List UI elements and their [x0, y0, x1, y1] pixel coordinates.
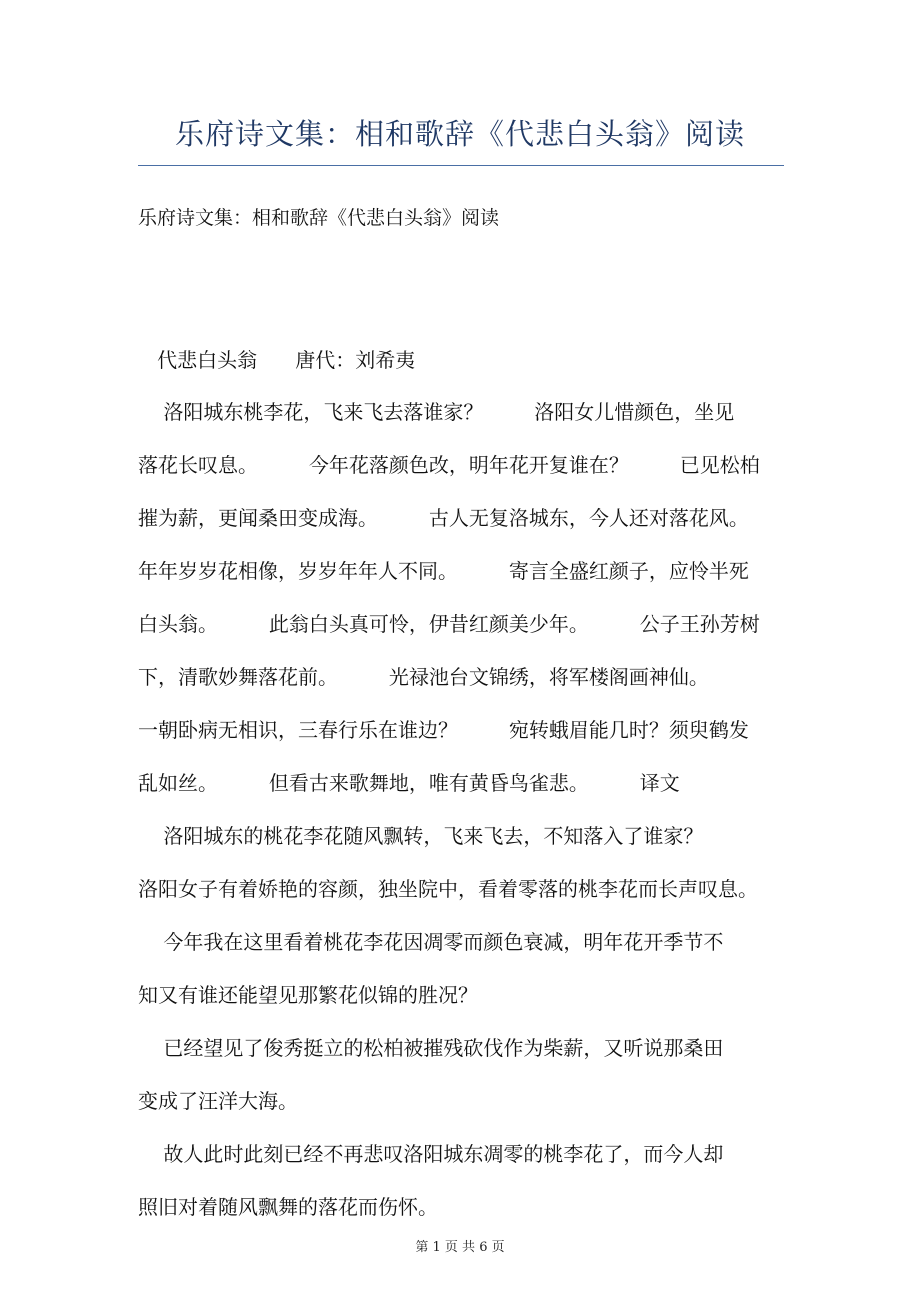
document-subtitle: 乐府诗文集：相和歌辞《代悲白头翁》阅读	[138, 207, 500, 229]
translation-line: 已经望见了俊秀挺立的松柏被摧残砍伐作为柴薪，又听说那桑田	[138, 1036, 724, 1060]
poem-line: 一朝卧病无相识，三春行乐在谁边？ 宛转蛾眉能几时？须臾鹤发	[138, 718, 749, 742]
translation-line: 今年我在这里看着桃花李花因凋零而颜色衰减，明年花开季节不	[138, 930, 724, 954]
poem-line: 下，清歌妙舞落花前。 光禄池台文锦绣，将军楼阁画神仙。	[138, 665, 709, 689]
poem-line: 白头翁。 此翁白头真可怜，伊昔红颜美少年。 公子王孙芳树	[138, 612, 760, 636]
page-title: 乐府诗文集：相和歌辞《代悲白头翁》阅读	[174, 117, 745, 151]
translation-line: 洛阳女子有着娇艳的容颜，独坐院中，看着零落的桃李花而长声叹息。	[138, 877, 758, 901]
translation-line: 照旧对着随风飘舞的落花而伤怀。	[138, 1195, 438, 1219]
poem-line: 年年岁岁花相像，岁岁年年人不同。 寄言全盛红颜子，应怜半死	[138, 559, 749, 583]
poem-line: 落花长叹息。 今年花落颜色改，明年花开复谁在？ 已见松柏	[138, 453, 760, 477]
translation-line: 变成了汪洋大海。	[138, 1089, 298, 1113]
translation-line: 知又有谁还能望见那繁花似锦的胜况？	[138, 983, 478, 1007]
poem-line: 洛阳城东桃李花，飞来飞去落谁家？ 洛阳女儿惜颜色，坐见	[138, 400, 735, 424]
poem-line: 乱如丝。 但看古来歌舞地，唯有黄昏鸟雀悲。 译文	[138, 771, 680, 795]
translation-line: 故人此时此刻已经不再悲叹洛阳城东凋零的桃李花了，而今人却	[138, 1142, 724, 1166]
title-divider	[138, 165, 784, 166]
poem-heading-line: 代悲白头翁 唐代：刘希夷	[138, 348, 416, 372]
poem-line: 摧为薪，更闻桑田变成海。 古人无复洛城东，今人还对落花风。	[138, 506, 749, 530]
page-footer: 第 1 页 共 6 页	[415, 1240, 505, 1255]
translation-line: 洛阳城东的桃花李花随风飘转，飞来飞去，不知落入了谁家？	[138, 824, 704, 848]
poem-body	[138, 340, 790, 1227]
